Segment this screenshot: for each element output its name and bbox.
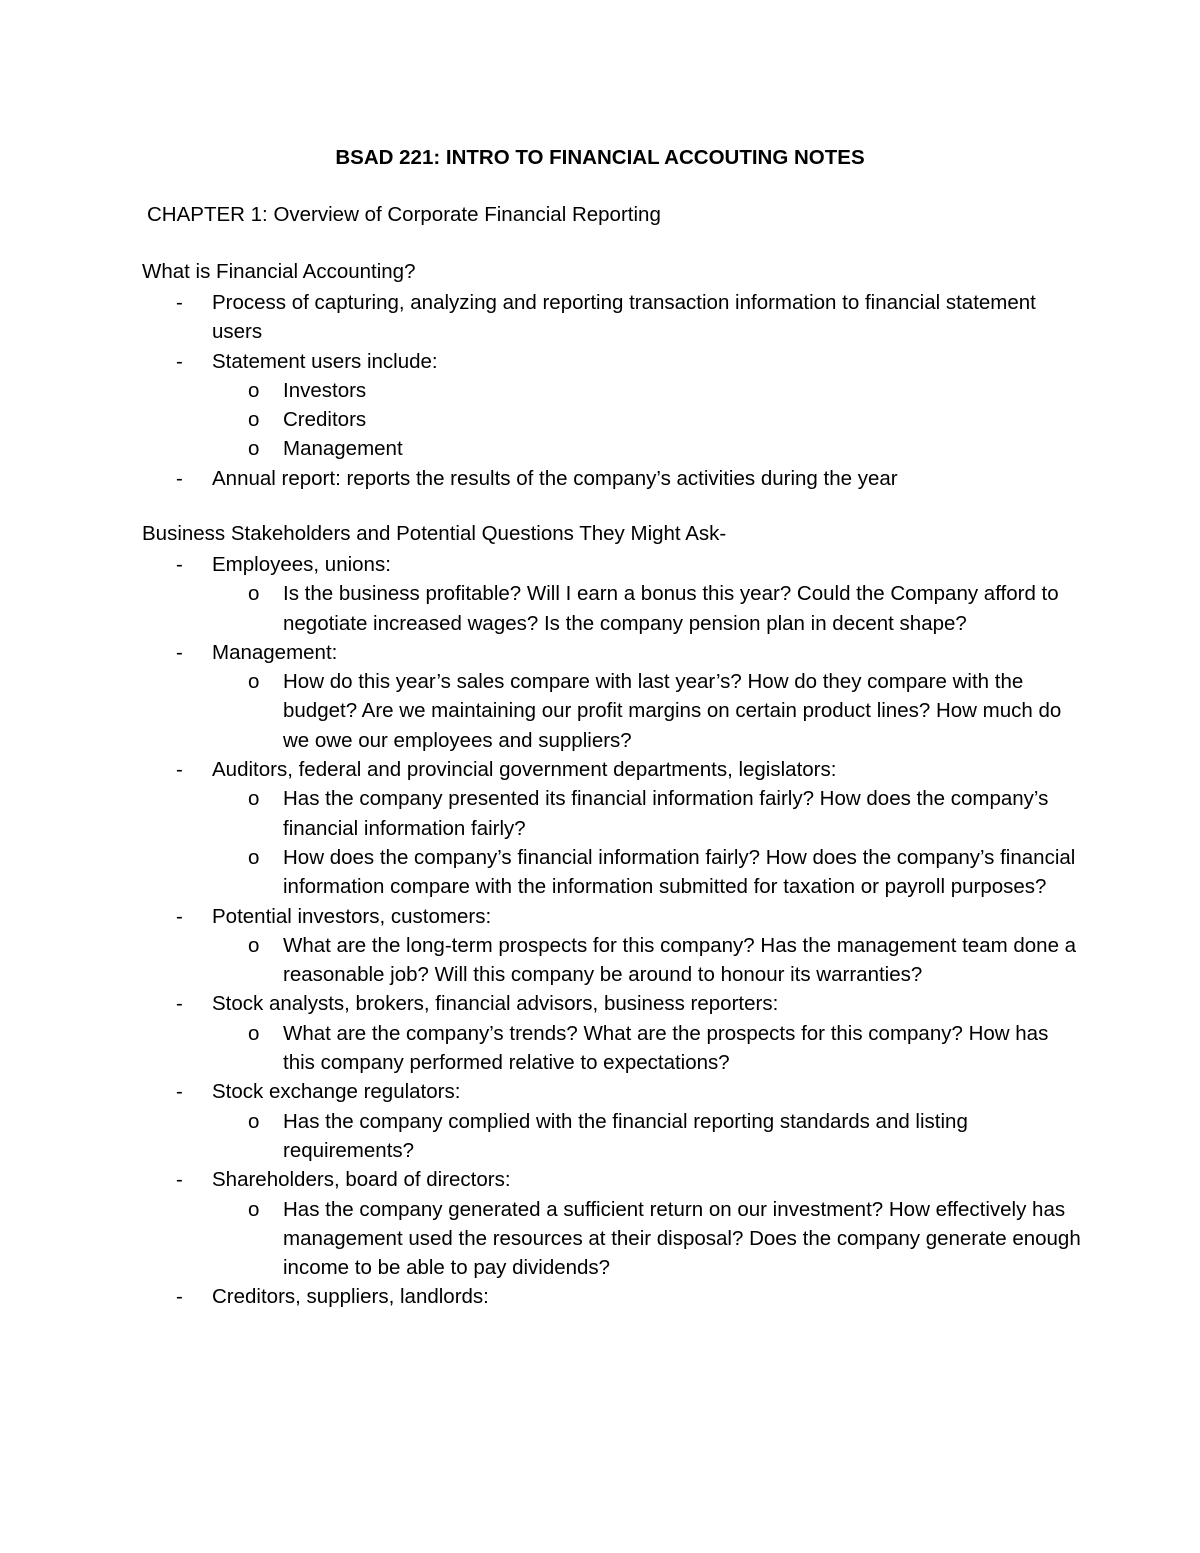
- sub-list: [212, 1195, 1082, 1283]
- circle-bullet: o: [248, 1109, 260, 1133]
- sub-list-item: [142, 376, 1082, 405]
- chapter-heading: CHAPTER 1: Overview of Corporate Financial Reporting: [147, 203, 661, 226]
- document-title: BSAD 221: INTRO TO FINANCIAL ACCOUTING NOTES: [335, 146, 865, 169]
- sub-list-item: [142, 579, 1082, 638]
- sub-list-item-text: What are the long-term prospects for this company? Has the management team done a reasonable job? Will this company be around to honour its warranties?: [283, 933, 1077, 987]
- sub-list: [212, 1019, 1082, 1078]
- sub-list-item: [142, 784, 1082, 843]
- dash-bullet: -: [176, 904, 183, 928]
- sub-list-item: [142, 843, 1082, 902]
- dash-bullet: -: [176, 640, 183, 664]
- list-item-text: Annual report: reports the results of the company’s activities during the year: [212, 466, 898, 490]
- sub-list-item-text: Management: [283, 437, 403, 461]
- sub-list-item: [142, 434, 1082, 463]
- sub-list-item: [142, 1195, 1082, 1283]
- section-heading-financial-accounting: What is Financial Accounting?: [142, 260, 416, 283]
- list-item-text: Process of capturing, analyzing and reporting transaction information to financial statement users: [212, 291, 1036, 344]
- circle-bullet: o: [248, 933, 260, 957]
- circle-bullet: o: [248, 845, 260, 869]
- list-item: [142, 989, 1082, 1077]
- sub-list-item: [142, 405, 1082, 434]
- circle-bullet: o: [248, 787, 260, 811]
- sub-list: [212, 784, 1082, 901]
- list-item: [142, 347, 1082, 464]
- sub-list-item-text: Has the company generated a sufficient return on our investment? How effectively has management used the resources at their disposal? Does the company generate enough income to be able to pay dividends?: [283, 1197, 1081, 1280]
- sub-list-item-text: Has the company complied with the financial reporting standards and listing requirements?: [283, 1109, 968, 1162]
- list-item: [142, 1077, 1082, 1165]
- dash-bullet: -: [176, 291, 183, 314]
- dash-bullet: -: [176, 349, 183, 373]
- sub-list-item: [142, 1019, 1082, 1078]
- sub-list-item-text: Creditors: [283, 408, 367, 432]
- dash-bullet: -: [176, 1168, 183, 1192]
- sub-list: [212, 667, 1082, 755]
- sub-list: [212, 376, 1082, 464]
- circle-bullet: o: [248, 670, 260, 694]
- list-item: [142, 288, 1082, 347]
- list-item-text: Employees, unions:: [212, 553, 391, 576]
- dash-bullet: -: [176, 758, 183, 782]
- sub-list-item-text: Is the business profitable? Will I earn a bonus this year? Could the Company afford to negotiate increased wages? Is the company pension plan in decent shape?: [283, 582, 1059, 635]
- section-heading-stakeholders: Business Stakeholders and Potential Questions They Might Ask-: [142, 522, 727, 545]
- dash-bullet: -: [176, 1080, 183, 1104]
- circle-bullet: o: [248, 408, 260, 432]
- sub-list-item-text: Has the company presented its financial information fairly? How does the company’s financial information fairly?: [283, 787, 1049, 840]
- list-item: [142, 638, 1082, 755]
- sub-list: [212, 931, 1082, 990]
- list-item-text: Stock exchange regulators:: [212, 1080, 461, 1104]
- list-item: [142, 550, 1082, 638]
- sub-list-item-text: Investors: [283, 378, 367, 402]
- list-item: [142, 1165, 1082, 1282]
- circle-bullet: o: [248, 1197, 260, 1221]
- list-item-text: Stock analysts, brokers, financial advisors, business reporters:: [212, 992, 779, 1016]
- sub-list-item: [142, 667, 1082, 755]
- sub-list-item: [142, 1107, 1082, 1166]
- stakeholders-list: [142, 550, 1082, 1312]
- dash-bullet: -: [176, 553, 183, 576]
- sub-list: [212, 579, 1082, 638]
- list-item: [142, 1282, 1082, 1311]
- sub-list-item-text: What are the company’s trends? What are the prospects for this company? How has this company performed relative to expectations?: [283, 1021, 1049, 1075]
- list-item-text: Statement users include:: [212, 349, 438, 373]
- circle-bullet: o: [248, 582, 260, 606]
- sub-list-item-text: How does the company’s financial information fairly? How does the company’s financial information compare with the information submitted for taxation or payroll purposes?: [283, 845, 1076, 899]
- list-item-text: Creditors, suppliers, landlords:: [212, 1285, 489, 1309]
- sub-list-item: [142, 931, 1082, 990]
- circle-bullet: o: [248, 378, 260, 402]
- sub-list-item-text: How do this year’s sales compare with last year’s? How do they compare with the budget? Are we maintaining our profit margins on certain product lines? How much do we owe our employees and suppliers?: [283, 670, 1062, 752]
- dash-bullet: -: [176, 992, 183, 1016]
- circle-bullet: o: [248, 1021, 260, 1045]
- sub-list: [212, 1107, 1082, 1166]
- dash-bullet: -: [176, 1285, 183, 1309]
- list-item-text: Auditors, federal and provincial government departments, legislators:: [212, 758, 837, 782]
- dash-bullet: -: [176, 466, 183, 490]
- circle-bullet: o: [248, 437, 260, 461]
- financial-accounting-list: [142, 288, 1082, 493]
- list-item-text: Shareholders, board of directors:: [212, 1168, 511, 1192]
- list-item-text: Management:: [212, 640, 338, 664]
- list-item: [142, 464, 1082, 493]
- list-item: [142, 902, 1082, 990]
- list-item: [142, 755, 1082, 901]
- list-item-text: Potential investors, customers:: [212, 904, 492, 928]
